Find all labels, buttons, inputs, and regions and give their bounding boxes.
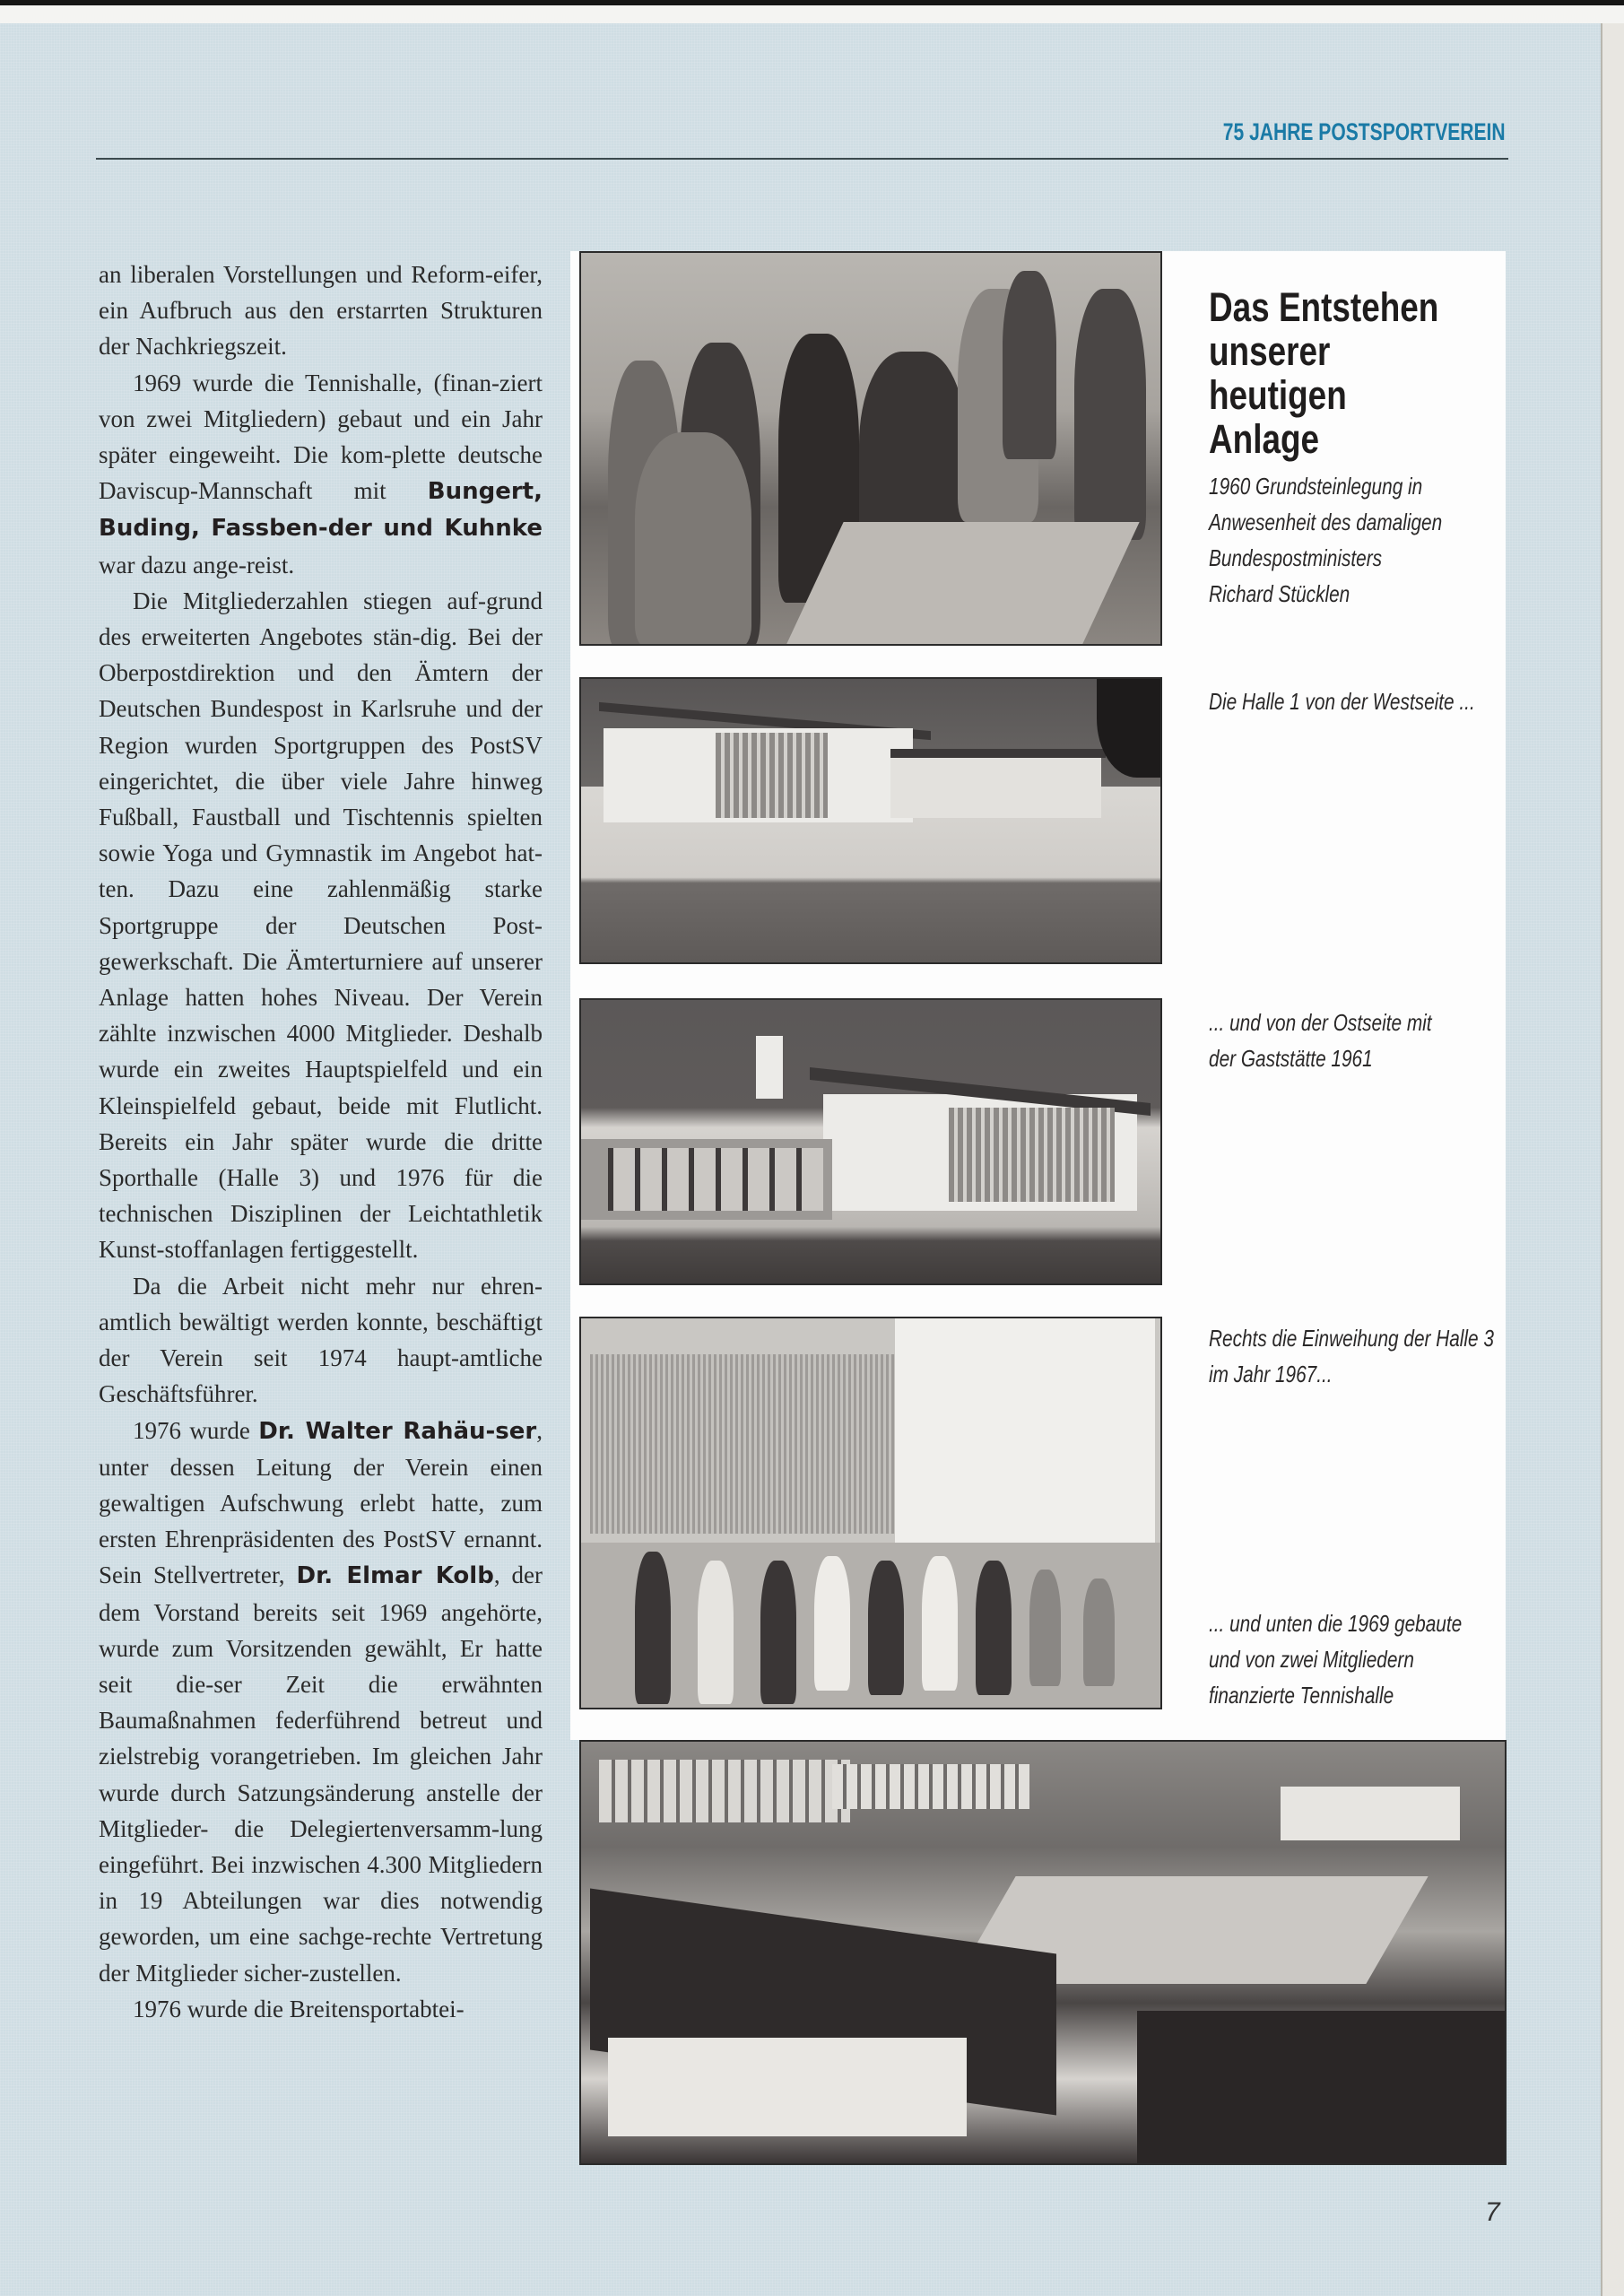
paragraph-4: [99, 1268, 543, 1413]
paragraph-text: , unter dessen Leitung der Verein einen gewaltigen Aufschwung erlebt hatte, zum ersten Ehrenpräsidenten des PostSV ernannt. Sein Stellvertreter,: [99, 1416, 543, 1589]
paragraph-5: [99, 1413, 543, 1991]
sidebar-title: Das Entstehen unserer heutigen Anlage: [1209, 284, 1439, 462]
photo-tennis-hall-aerial: [579, 1740, 1507, 2165]
paragraph-text: war dazu ange-reist.: [99, 551, 295, 578]
caption-line: ... und von der Ostseite mit: [1209, 1009, 1432, 1036]
paragraph-3: [99, 583, 543, 1268]
paragraph-text: Da die Arbeit nicht mehr nur ehren-amtlich bewältigt werden konnte, beschäftigt der Verein seit 1974 haupt-amtliche Geschäftsführer.: [99, 1272, 543, 1408]
caption-line: der Gaststätte 1961: [1209, 1045, 1373, 1072]
caption-line: finanzierte Tennishalle: [1209, 1682, 1394, 1709]
paragraph-text: Die Mitgliederzahlen stiegen auf-grund des erweiterten Angebotes stän-dig. Bei der Oberpostdirektion und den Ämtern der Deutschen Bundespost in Karlsruhe und der Region wurden Sportgruppen des PostSV eingerichtet, die über viele Jahre hinweg Fußball, Faustball und Tischtennis spielten sowie Yoga und Gymnastik im Angebot hat-ten. Dazu eine zahlenmäßig starke Sportgruppe der Deutschen Post-gewerkschaft. Die Ämterturniere auf unserer Anlage hatten hohes Niveau. Der Verein zählte inzwischen 4000 Mitglieder. Deshalb wurde ein zweites Hauptspielfeld und ein Kleinspielfeld gebaut, beide mit Flutlicht. Bereits ein Jahr später wurde die dritte Sporthalle (Halle 3) und 1976 für die technischen Disziplinen der Leichtathletik Kunst-stoffanlagen fertiggestellt.: [99, 587, 543, 1264]
caption-line: Anwesenheit des damaligen: [1209, 509, 1443, 535]
photo-foundation-ceremony: [579, 251, 1162, 646]
caption-line: und von zwei Mitgliedern: [1209, 1646, 1414, 1673]
caption-line: 1960 Grundsteinlegung in: [1209, 473, 1423, 500]
photo-hall-1-west: [579, 677, 1162, 964]
caption-line: ... und unten die 1969 gebaute: [1209, 1610, 1463, 1637]
paragraph-1: [99, 257, 543, 365]
header-rule: [96, 158, 1508, 160]
caption-line: Richard Stücklen: [1209, 580, 1350, 607]
page-number: 7: [1485, 2197, 1500, 2227]
paragraph-2: [99, 365, 543, 583]
bold-names-daviscup: Bungert, Buding, Fassben-der und Kuhnke: [99, 478, 543, 543]
photo-hall-1-east: [579, 998, 1162, 1285]
caption-hall-1-east: [1209, 1004, 1438, 1076]
caption-tennis-hall: [1209, 1605, 1463, 1713]
caption-line: Bundespostministers: [1209, 544, 1383, 571]
caption-hall-3: [1209, 1320, 1494, 1392]
running-title: 75 JAHRE POSTSPORTVEREIN: [1223, 118, 1506, 145]
caption-line: im Jahr 1967...: [1209, 1361, 1333, 1387]
caption-foundation-ceremony: [1209, 468, 1443, 612]
scan-top-margin: [0, 5, 1624, 23]
paragraph-text: 1976 wurde die Breitensportabtei-: [133, 1995, 465, 2022]
paragraph-text: 1969 wurde die Tennishalle, (finan-ziert von zwei Mitgliedern) gebaut und ein Jahr später eingeweiht. Die kom-plette deutsche Daviscup-Mannschaft mit: [99, 369, 543, 505]
bold-name-rahaeuser: Dr. Walter Rahäu-ser: [258, 1417, 537, 1445]
paragraph-text: , der dem Vorstand bereits seit 1969 angehörte, wurde zum Vorsitzenden gewählt, Er hatte seit die-ser Zeit die erwähnten Baumaßnahmen federführend betreut und zielstrebig vorangetrieben. Im gleichen Jahr wurde durch Satzungsänderung anstelle der Mitglieder- die Delegiertenversamm-lung eingeführt. Bei inzwischen 4.300 Mitgliedern in 19 Abteilungen war dies notwendig geworden, um eine sachge-rechte Vertretung der Mitglieder sicher-zustellen.: [99, 1561, 543, 1987]
paragraph-text: 1976 wurde: [133, 1416, 259, 1444]
paragraph-6: [99, 1991, 543, 2027]
paragraph-text: an liberalen Vorstellungen und Reform-eifer, ein Aufbruch aus den erstarrten Strukturen der Nachkriegszeit.: [99, 261, 543, 361]
caption-line: Die Halle 1 von der Westseite ...: [1209, 688, 1475, 715]
caption-hall-1-west: [1209, 683, 1475, 719]
article-body: [99, 257, 543, 2027]
bold-name-kolb: Dr. Elmar Kolb: [296, 1562, 494, 1590]
caption-line: Rechts die Einweihung der Halle 3: [1209, 1325, 1494, 1352]
photo-hall-3-inauguration: [579, 1317, 1162, 1709]
page-right-edge: [1601, 23, 1624, 2296]
